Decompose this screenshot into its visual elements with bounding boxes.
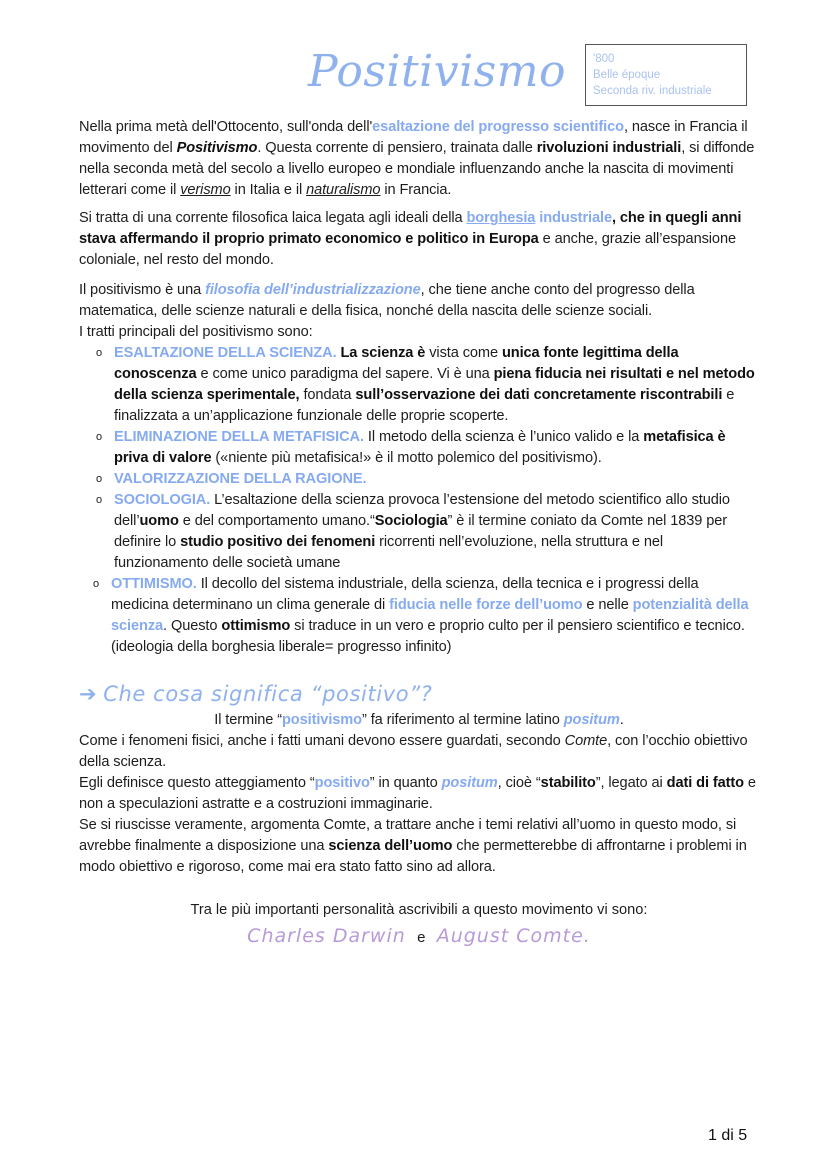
bold-term: La scienza è (336, 345, 426, 361)
notable-figures (79, 925, 759, 948)
text: . Questo (163, 618, 222, 634)
text: , si diffonde nella seconda metà del secolo a livello europeo e mondiale influenzando anche la nascita di movimenti letterari come il (79, 140, 755, 198)
text: Il termine “ (214, 712, 282, 728)
definition-line (79, 773, 759, 815)
section-heading-text: Che cosa significa “positivo”? (103, 682, 433, 706)
text: . (619, 712, 624, 728)
text: e come unico paradigma del sapere. Vi è una (196, 366, 494, 382)
traits-intro: I tratti principali del positivismo sono: (79, 324, 313, 340)
text: , nasce in Francia il movimento del (79, 119, 748, 156)
tag-belle-epoque: Belle époque (593, 69, 661, 81)
text: Il positivismo è una (79, 282, 206, 298)
text: e finalizzata a un’applicazione funzionale delle proprie scoperte. (114, 387, 735, 424)
underlined-term: naturalismo (306, 182, 381, 198)
figure-darwin: Charles Darwin (247, 925, 406, 947)
highlight: positum (441, 775, 498, 791)
page-title: Positivismo (308, 46, 566, 97)
bold-term: studio positivo dei fenomeni (180, 534, 376, 550)
text: ” fa riferimento al termine latino (361, 712, 564, 728)
comte-line (79, 731, 759, 773)
text: Si tratta di una corrente filosofica laica legata agli ideali della (79, 210, 467, 226)
closing-line: Tra le più importanti personalità ascrivibili a questo movimento vi sono: (190, 902, 648, 918)
text: e del comportamento umano.“ (178, 513, 375, 529)
text: fondata (299, 387, 356, 403)
bold-term: metafisica è priva di valore (114, 429, 726, 466)
text: , cioè “ (497, 775, 541, 791)
underlined-term: verismo (180, 182, 231, 198)
bold-term: piena fiducia nei risultati e nel metodo della scienza sperimentale, (114, 366, 755, 403)
text: L’esaltazione della scienza provoca l’estensione del metodo scientifico allo studio dell’ (114, 492, 730, 529)
period-tags-box (585, 44, 747, 106)
section-positivo-body (79, 710, 759, 878)
highlight: positivo (314, 775, 370, 791)
text: , che in quegli anni stava affermando il proprio (79, 210, 742, 247)
text: , che tiene anche conto del progresso della matematica, delle scienze naturali e della fisica, nonché della nascita delle scienze sociali. (79, 282, 695, 319)
highlight: positum (563, 712, 620, 728)
trait-heading: ELIMINAZIONE DELLA METAFISICA. (114, 429, 364, 445)
text: in Italia e il (230, 182, 307, 198)
text: ”, legato ai (595, 775, 667, 791)
text: («niente più metafisica!» è il motto polemico del positivismo). (211, 450, 602, 466)
text: ” è il termine coniato da Comte nel 1839 per definire lo (114, 513, 728, 550)
trait-heading: ESALTAZIONE DELLA SCIENZA. (114, 345, 337, 361)
bullet-icon: o (93, 578, 100, 590)
italic-term: Comte (564, 733, 608, 749)
highlight: esaltazione del progresso scientifico (372, 119, 624, 135)
highlight-link: borghesia (466, 210, 536, 226)
bullet-icon: o (96, 347, 103, 359)
text: Nella prima metà dell'Ottocento, sull'onda dell' (79, 119, 373, 135)
trait-item-sociology (79, 490, 759, 574)
arrow-right-icon: ➔ (79, 682, 98, 706)
trait-item-science (79, 343, 759, 427)
text: in Francia. (380, 182, 452, 198)
trait-heading: SOCIOLOGIA. (114, 492, 211, 508)
figure-comte: August Comte. (436, 925, 591, 947)
tag-second-industrial-revolution: Seconda riv. industriale (593, 85, 712, 97)
bold-term: uomo (139, 513, 179, 529)
text: Il decollo del sistema industriale, della scienza, della tecnica e i progressi della medicina determinano un clima generale di (111, 576, 699, 613)
bullet-icon: o (96, 494, 103, 506)
bullet-icon: o (96, 473, 103, 485)
text: Se si riuscisse veramente, argomenta Comte, a trattare anche i temi relativi all’uomo in questo modo, si avrebbe finalmente a disposizione una (79, 817, 737, 854)
text: , con l’occhio obiettivo della scienza. (79, 733, 748, 770)
text: Come i fenomeni fisici, anche i fatti umani devono essere guardati, secondo (79, 733, 565, 749)
highlight: filosofia dell’industrializzazione (205, 282, 421, 298)
trait-item-metaphysics (79, 427, 759, 469)
text: e anche, grazie all’espansione coloniale, nel resto del mondo. (79, 231, 736, 268)
text: Il metodo della scienza è l’unico valido e la (363, 429, 644, 445)
tag-century: '800 (593, 53, 615, 65)
bold-term: sull’osservazione dei dati concretamente riscontrabili (355, 387, 723, 403)
highlight: fiducia nelle forze dell’uomo (389, 597, 583, 613)
bold-term: primato economico e politico in Europa (268, 231, 539, 247)
traits-list (79, 343, 759, 658)
intro-paragraph-1 (79, 117, 759, 201)
text: ricorrenti nell’evoluzione, nella struttura e nel funzionamento delle società umane (114, 534, 664, 571)
highlight: potenzialità della scienza (111, 597, 749, 634)
bold-term: Positivismo (176, 140, 258, 156)
bold-term: dati di fatto (666, 775, 744, 791)
trait-heading: VALORIZZAZIONE DELLA RAGIONE. (114, 471, 367, 487)
intro-paragraph-2 (79, 208, 759, 271)
bold-term: unica fonte legittima della conoscenza (114, 345, 679, 382)
trait-item-optimism (79, 574, 759, 658)
bold-term: rivoluzioni industriali (536, 140, 682, 156)
trait-item-reason (79, 469, 759, 490)
text: si traduce in un vero e proprio culto per il pensiero scientifico e tecnico. (ideologia della borghesia liberale= progresso infinito) (111, 618, 745, 655)
text: vista come (425, 345, 502, 361)
section-heading-positivo (79, 682, 432, 706)
trait-heading: OTTIMISMO. (111, 576, 197, 592)
intro-paragraph-3 (79, 280, 759, 658)
highlight: industriale (535, 210, 612, 226)
text: che permetterebbe di affrontarne i problemi in modo obiettivo e rigoroso, come mai era stato fatto sino ad allora. (79, 838, 747, 875)
positum-line (79, 710, 759, 731)
science-of-man-line (79, 815, 759, 878)
highlight: positivismo (281, 712, 362, 728)
bold-term: stabilito (540, 775, 596, 791)
bold-term: scienza dell’uomo (328, 838, 453, 854)
text: e nelle (582, 597, 633, 613)
bold-term: ottimismo (221, 618, 291, 634)
text: . Questa corrente di pensiero, trainata dalle (257, 140, 537, 156)
text: Egli definisce questo atteggiamento “ (79, 775, 315, 791)
text: ” in quanto (369, 775, 442, 791)
text: e non a speculazioni astratte e a costruzioni immaginarie. (79, 775, 756, 812)
page-number: 1 di 5 (708, 1127, 748, 1144)
conjunction: e (417, 929, 426, 946)
bold-term: Sociologia (374, 513, 448, 529)
bullet-icon: o (96, 431, 103, 443)
